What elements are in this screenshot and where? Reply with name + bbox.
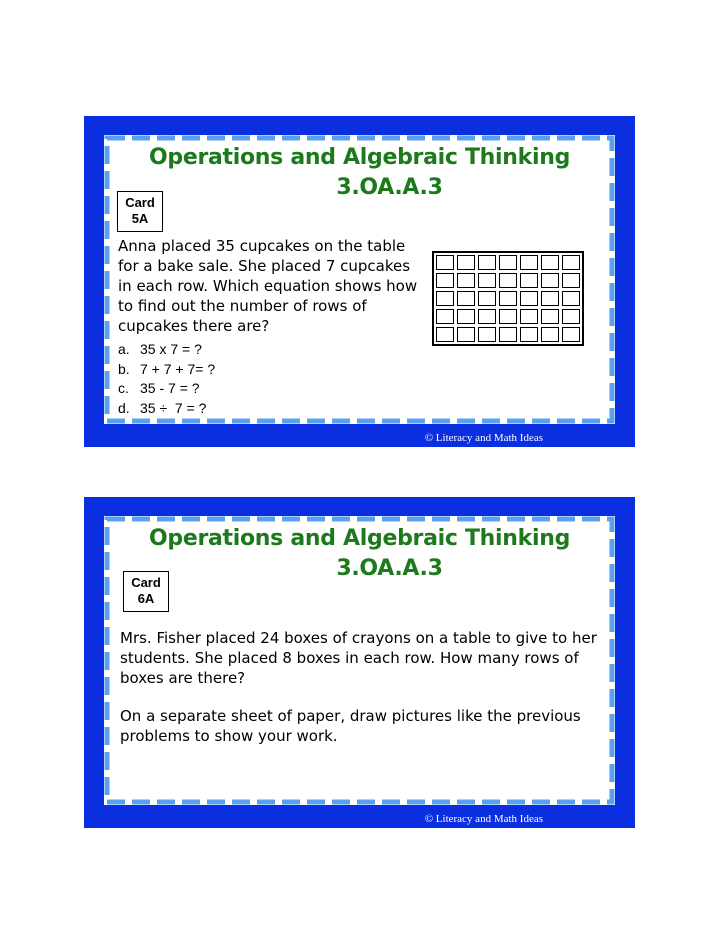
grid-cell (436, 291, 454, 306)
choice-text: 35 x 7 = ? (140, 341, 202, 357)
cupcake-array-grid (432, 251, 584, 346)
grid-cell (478, 327, 496, 342)
grid-cell (457, 309, 475, 324)
grid-cell (562, 273, 580, 288)
grid-cell (562, 255, 580, 270)
card-number: 5A (131, 211, 149, 226)
choice-d (118, 399, 215, 419)
choice-b (118, 360, 215, 380)
card-number-box (123, 571, 169, 612)
copyright-text: © Literacy and Math Ideas (424, 432, 543, 444)
choice-text: 7 + 7 + 7= ? (140, 360, 216, 377)
grid-cell (457, 273, 475, 288)
choice-letter: b. (118, 360, 130, 377)
standard-code: 3.OA.A.3 (336, 556, 443, 581)
grid-cell (562, 309, 580, 324)
task-card-5a (84, 116, 635, 447)
grid-cell (478, 309, 496, 324)
card-label-word: Card (125, 195, 155, 210)
grid-cell (436, 273, 454, 288)
grid-cell (499, 309, 517, 324)
problem-text: Mrs. Fisher placed 24 boxes of crayons on a table to give to her students. She placed 8 boxes in each row. How many rows of boxes are there? (120, 629, 597, 687)
answer-choices (118, 340, 215, 418)
grid-cell (499, 291, 517, 306)
card-title (104, 143, 615, 203)
grid-cell (478, 273, 496, 288)
grid-cell (520, 255, 538, 270)
grid-cell (436, 309, 454, 324)
grid-cell (499, 327, 517, 342)
grid-cell (520, 273, 538, 288)
card-title (104, 524, 615, 584)
instruction-text: On a separate sheet of paper, draw pictures like the previous problems to show your work. (120, 707, 581, 745)
grid-cell (478, 291, 496, 306)
title-line-1: Operations and Algebraic Thinking (148, 145, 571, 170)
grid-cell (562, 327, 580, 342)
card-number: 6A (137, 591, 155, 606)
choice-c (118, 379, 215, 399)
grid-cell (478, 255, 496, 270)
grid-cell (562, 291, 580, 306)
grid-cell (499, 255, 517, 270)
grid-cell (520, 327, 538, 342)
choice-text: 35 ÷ 7 = ? (140, 399, 207, 416)
grid-cell (541, 327, 559, 342)
title-line-1: Operations and Algebraic Thinking (148, 526, 571, 551)
grid-cell (520, 309, 538, 324)
problem-text: Anna placed 35 cupcakes on the table for a bake sale. She placed 7 cupcakes in each row. Which equation shows how to find out the number of rows of cupcakes there are? (118, 237, 418, 335)
grid-cell (520, 291, 538, 306)
grid-cell (541, 291, 559, 306)
choice-letter: c. (118, 380, 129, 396)
grid-cell (457, 291, 475, 306)
grid-cell (436, 255, 454, 270)
card-label-word: Card (131, 575, 161, 590)
grid-cell (457, 255, 475, 270)
grid-cell (541, 255, 559, 270)
choice-letter: a. (118, 341, 130, 357)
choice-letter: d. (118, 399, 130, 416)
choice-text: 35 - 7 = ? (140, 380, 200, 396)
card-number-box (117, 191, 163, 232)
task-card-6a (84, 497, 635, 828)
grid-cell (436, 327, 454, 342)
grid-cell (541, 273, 559, 288)
grid-cell (499, 273, 517, 288)
copyright-text: © Literacy and Math Ideas (424, 813, 543, 825)
choice-a (118, 340, 215, 360)
grid-cell (457, 327, 475, 342)
grid-cell (541, 309, 559, 324)
standard-code: 3.OA.A.3 (336, 175, 443, 200)
